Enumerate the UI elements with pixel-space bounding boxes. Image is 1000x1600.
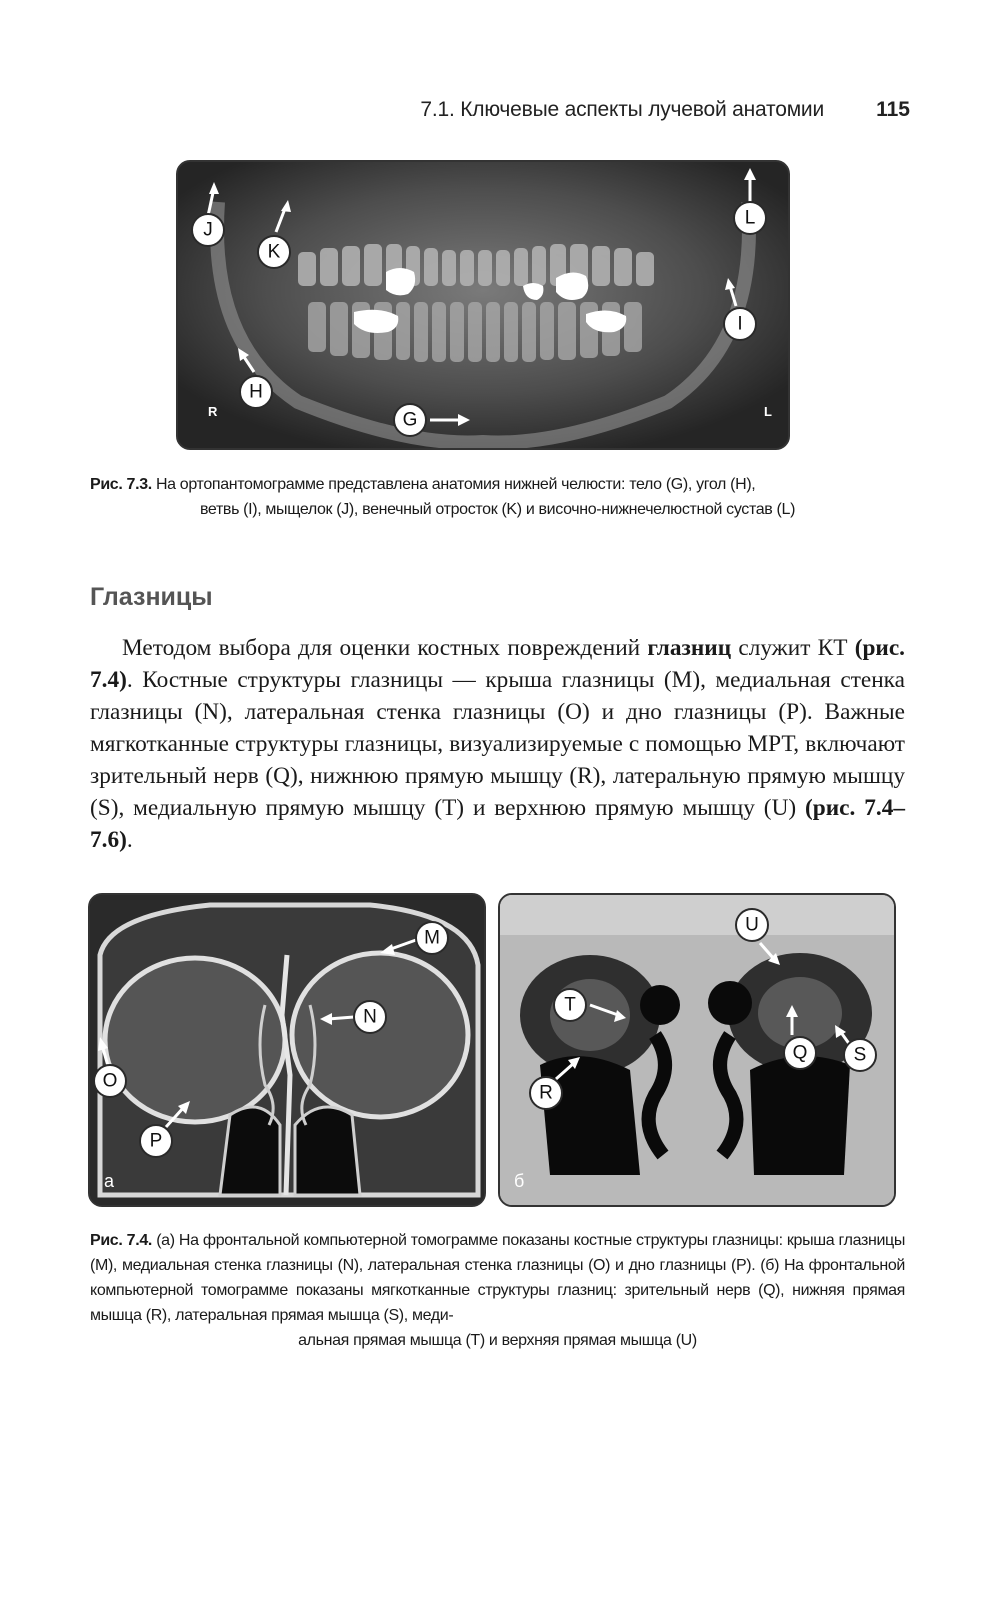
label-R (530, 1077, 562, 1109)
page-header (90, 98, 910, 132)
caption-text: На ортопантомограмме представлена анатомия нижней челюсти: тело (G), угол (H), (151, 476, 756, 493)
svg-text:G: G (402, 409, 418, 431)
svg-text:H: H (249, 381, 263, 403)
caption-label: Рис. 7.4. (90, 1232, 152, 1249)
label-T (554, 989, 586, 1021)
svg-text:M: M (424, 927, 440, 949)
figure-7-3-radiograph (176, 160, 790, 450)
svg-text:Q: Q (792, 1042, 808, 1064)
text-run: служит КТ (731, 635, 855, 661)
caption-text-last-line: альная прямая мышца (T) и верхняя прямая мышца (U) (298, 1332, 697, 1349)
label-I (724, 308, 756, 340)
label-J (192, 214, 224, 246)
ct-bone-window-image (90, 895, 484, 1205)
svg-text:O: O (102, 1070, 118, 1092)
svg-text:L: L (744, 207, 756, 229)
svg-text:N: N (363, 1006, 377, 1028)
caption-text: (а) На фронтальной компьютерной томограмме показаны костные структуры глазницы: крыша глазницы (M), медиальная стенка глазницы (N), латеральная стенка глазницы (O) и дно глазницы (P). (б) На фронтальной компьютерной томограмме показаны мягкотканные структуры глазниц: зрительный нерв (Q), нижняя прямая мышца (R), латеральная прямая мышца (S), меди- (90, 1232, 905, 1324)
label-N (354, 1001, 386, 1033)
figure-7-3-caption (90, 472, 905, 522)
running-section-title: 7.1. Ключевые аспекты лучевой анатомии (420, 98, 824, 121)
label-M (416, 922, 448, 954)
label-K (258, 236, 290, 268)
figure-reference: (рис. 7.4–7.6) (90, 795, 906, 853)
figure-7-4-caption (90, 1228, 905, 1353)
svg-text:S: S (853, 1044, 867, 1066)
label-U (736, 909, 768, 941)
label-H (240, 376, 272, 408)
figure-reference: (рис. 7.4) (90, 635, 905, 693)
svg-text:K: K (267, 241, 281, 263)
svg-text:R: R (539, 1082, 553, 1104)
label-Q (784, 1037, 816, 1069)
text-run: . Костные структуры глазницы — крыша глазницы (M), медиальная стенка глазницы (N), латеральная стенка глазницы (O) и дно глазницы (P). Важные мягкотканные структуры глазницы, визуализируемые с помощью МРТ, включают зрительный нерв (Q), нижнюю прямую мышцу (R), латеральную прямую мышцу (S), медиальную прямую мышцу (T) и верхнюю прямую мышцу (U) (90, 667, 905, 821)
bold-term: глазниц (647, 635, 732, 661)
svg-text:U: U (745, 914, 759, 936)
svg-text:P: P (149, 1130, 163, 1152)
panel-letter-a: а (104, 1171, 115, 1191)
caption-text-line-2: ветвь (I), мыщелок (J), венечный отросток (K) и височно-нижнечелюстной сустав (L) (199, 501, 796, 518)
figure-7-4a-ct (88, 893, 486, 1207)
label-P (140, 1125, 172, 1157)
side-marker-left: L (764, 404, 772, 419)
text-run: Методом выбора для оценки костных повреждений (122, 635, 648, 661)
ct-soft-tissue-window-image (500, 895, 894, 1205)
page-number: 115 (876, 98, 910, 121)
label-O (94, 1065, 126, 1097)
side-marker-right: R (208, 404, 218, 419)
panoramic-xray-image (178, 162, 788, 448)
caption-label: Рис. 7.3. (90, 476, 152, 493)
text-run: . (126, 827, 133, 853)
svg-text:J: J (203, 219, 213, 241)
label-G (394, 404, 426, 436)
label-L (734, 202, 766, 234)
section-heading: Глазницы (90, 583, 213, 611)
figure-7-4b-ct (498, 893, 896, 1207)
svg-text:T: T (564, 994, 576, 1016)
panel-letter-b: б (514, 1171, 525, 1191)
label-S (844, 1039, 876, 1071)
body-paragraph (90, 632, 905, 856)
svg-text:I: I (737, 313, 743, 335)
